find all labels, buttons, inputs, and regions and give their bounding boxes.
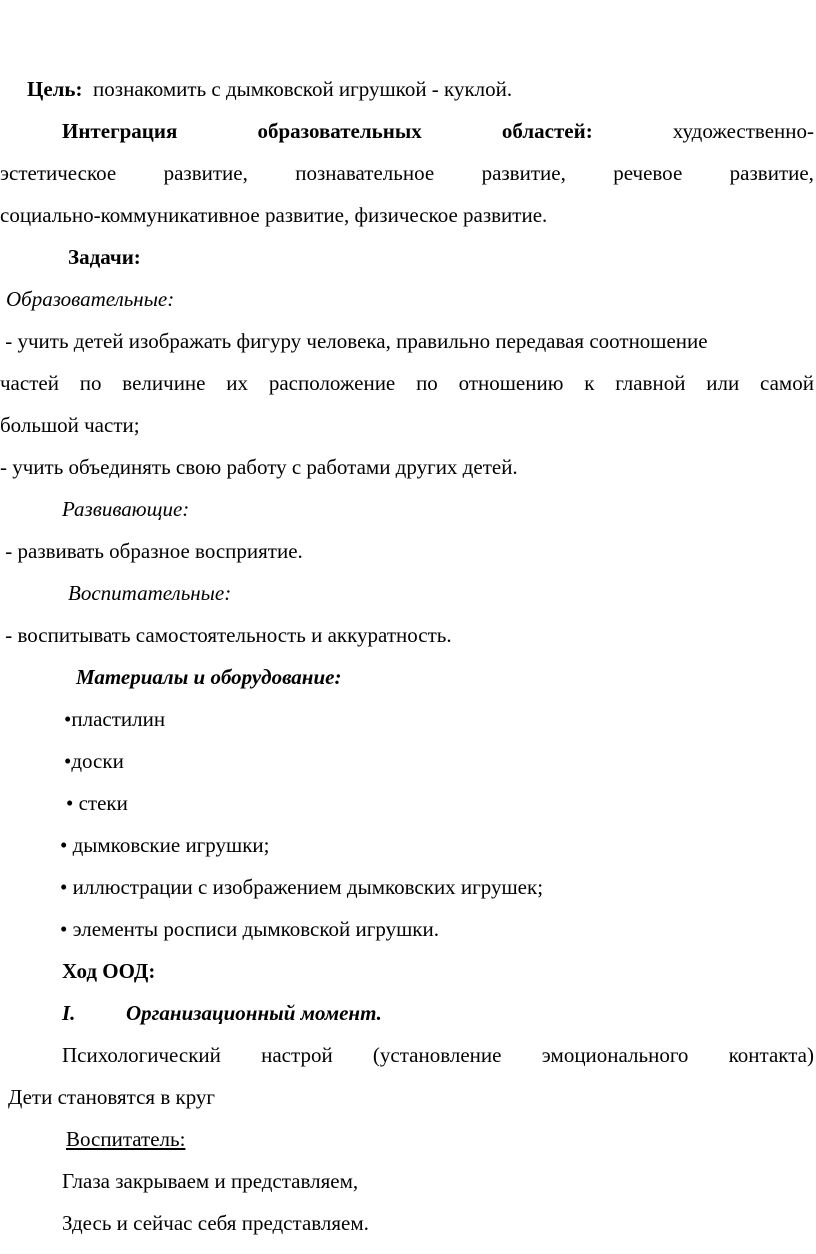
developing-item: - развивать образное восприятие. [0, 539, 303, 563]
psych-word: настрой [261, 1043, 333, 1067]
integration-word: речевое [613, 161, 683, 185]
educational-word: самой [760, 371, 814, 395]
goal-line [27, 76, 512, 102]
integration-word: развитие, [163, 161, 248, 185]
teacher-label: Воспитатель: [66, 1127, 186, 1151]
verse-line-2: Здесь и сейчас себя представляем. [62, 1211, 369, 1235]
materials-item: • элементы росписи дымковской игрушки. [60, 917, 439, 941]
educational-word: к [584, 371, 595, 395]
educational-word: отношению [458, 371, 564, 395]
educational-word: главной [615, 371, 686, 395]
educational-word: расположение [268, 371, 396, 395]
upbringing-item: - воспитывать самостоятельность и аккуратность. [0, 623, 452, 647]
educational-item-1-line-3: большой части; [0, 413, 140, 437]
verse-line-1: Глаза закрываем и представляем, [62, 1169, 359, 1193]
upbringing-label: Воспитательные: [68, 581, 232, 605]
materials-heading: Материалы и оборудование: [76, 665, 342, 689]
goal-text: познакомить с дымковской игрушкой - куклой. [93, 77, 513, 101]
goal-label: Цель: [27, 77, 83, 101]
materials-item: •доски [64, 749, 124, 773]
integration-word: развитие, [481, 161, 566, 185]
educational-item-1-line-1: - учить детей изображать фигуру человека, правильно передавая соотношение [0, 329, 708, 353]
educational-label: Образовательные: [6, 287, 175, 311]
psych-word: (установление [372, 1043, 502, 1067]
educational-word: по [79, 371, 102, 395]
integration-word: художественно- [672, 119, 814, 143]
children-line: Дети становятся в круг [8, 1085, 216, 1109]
materials-item: • стеки [66, 791, 128, 815]
integration-word: образовательных [257, 119, 422, 143]
integration-word: эстетическое [0, 161, 117, 185]
psych-word: эмоционального [541, 1043, 689, 1067]
course-heading: Ход ООД: [62, 959, 156, 983]
integration-line-3: социально-коммуникативное развитие, физическое развитие. [0, 203, 548, 227]
integration-line-1 [62, 118, 814, 144]
psych-word: Психологический [62, 1043, 221, 1067]
tasks-heading: Задачи: [68, 245, 141, 269]
materials-item: • дымковские игрушки; [60, 833, 270, 857]
integration-word: Интеграция [62, 119, 178, 143]
developing-label: Развивающие: [62, 497, 190, 521]
educational-word: или [706, 371, 740, 395]
educational-item-2: - учить объединять свою работу с работами других детей. [0, 455, 518, 479]
educational-word: по [416, 371, 438, 395]
section-title: Организационный момент. [126, 1001, 382, 1025]
section-number: I. [62, 1001, 76, 1025]
educational-word: величине [122, 371, 206, 395]
integration-line-2 [0, 160, 814, 186]
educational-word: частей [0, 371, 59, 395]
integration-word: развитие, [729, 161, 814, 185]
educational-word: их [226, 371, 249, 395]
educational-item-1-line-2 [0, 370, 814, 396]
integration-word: познавательное [295, 161, 435, 185]
materials-item: •пластилин [64, 707, 166, 731]
psych-line [62, 1042, 814, 1068]
psych-word: контакта) [728, 1043, 814, 1067]
integration-word: областей: [501, 119, 593, 143]
materials-item: • иллюстрации с изображением дымковских игрушек; [60, 875, 544, 899]
